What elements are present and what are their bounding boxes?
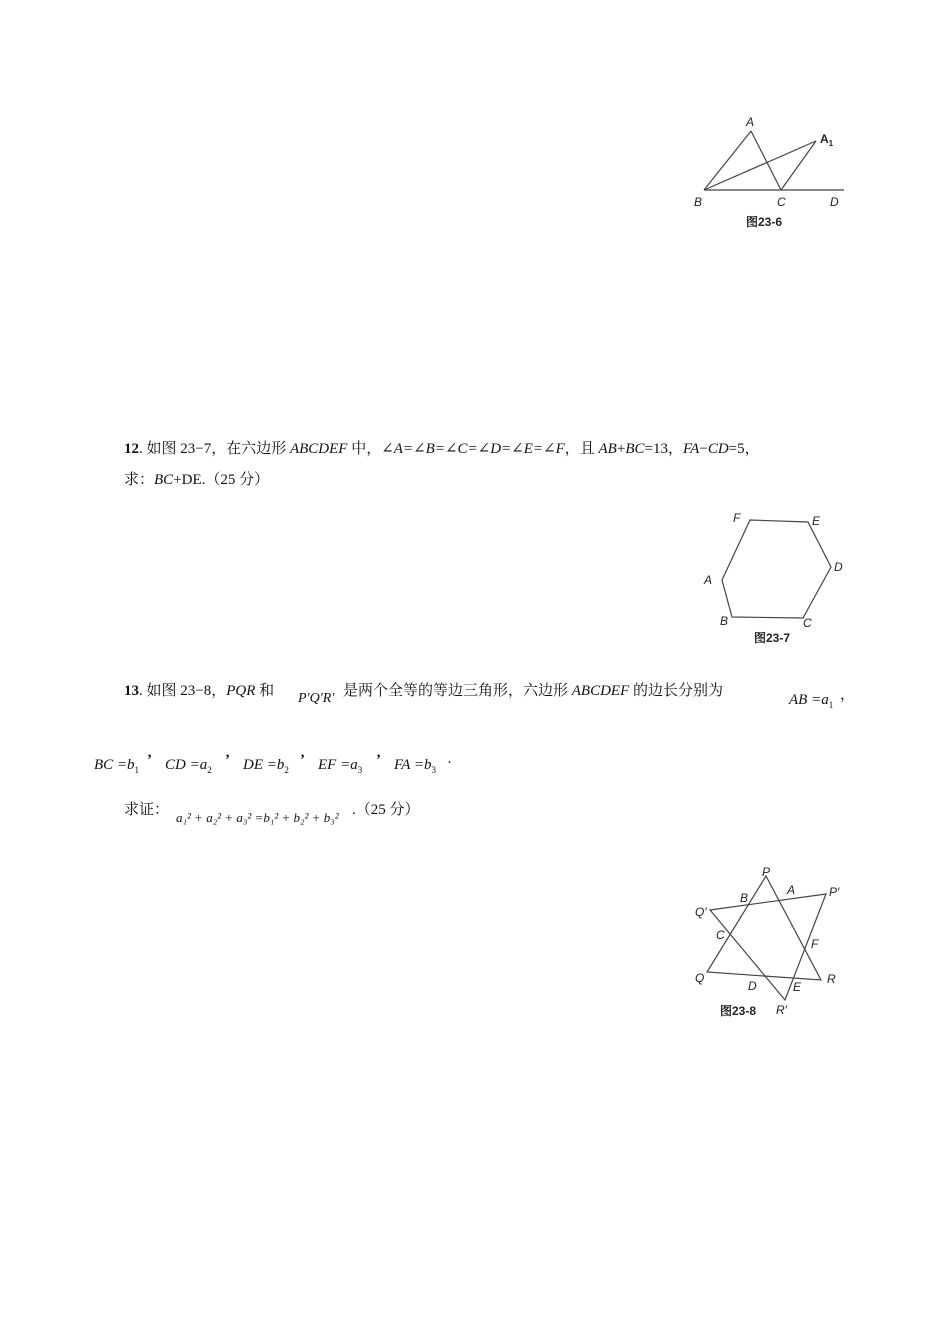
eq-ef: EF $=a_3$ <box>318 757 363 775</box>
label-f: F <box>811 937 819 951</box>
label-b: B <box>740 891 749 905</box>
label-d: D <box>834 560 843 574</box>
figure-caption: 图23-6 <box>746 215 783 229</box>
label-e: E <box>793 980 802 994</box>
score: .（25 分） <box>352 802 420 818</box>
figure-23-7 <box>696 505 856 650</box>
question-number: 12 <box>124 441 139 457</box>
label-c: C <box>716 928 725 942</box>
figure-23-8-diagram <box>690 860 850 1025</box>
figure-23-7-diagram <box>696 505 856 650</box>
question-12-line-1: 12. 如图 23−7，在六边形 ABCDEF 中，∠A=∠B=∠C=∠D=∠E=∠F，且 AB+BC=13，FA−CD=5， <box>124 441 760 457</box>
figure-caption: 图23-7 <box>754 631 791 645</box>
eq-ab: AB $=a_1$ <box>789 692 834 710</box>
eq-cd: CD $=a_2$ <box>165 757 212 775</box>
label-r: R <box>827 972 836 986</box>
separator: ’ <box>300 752 305 768</box>
figure-23-8 <box>690 860 850 1025</box>
eq-fa: FA $=b_3$ <box>394 757 436 775</box>
separator: ’ <box>147 752 152 768</box>
question-number: 13 <box>124 683 139 699</box>
comma: ， <box>840 687 856 703</box>
eq-bc: BC $=b_1$ <box>94 757 140 775</box>
label-f: F <box>733 511 741 525</box>
label-b: B <box>720 614 729 628</box>
label-p-prime: P′ <box>829 885 840 899</box>
label-r-prime: R′ <box>776 1003 787 1017</box>
question-13-line-1-cont: 是两个全等的等边三角形，六边形 ABCDEF 的边长分别为 <box>343 683 724 699</box>
figure-caption: 图23-8 <box>720 1004 757 1018</box>
label-b: B <box>694 195 703 209</box>
label-a1: $A_1$ <box>820 132 834 148</box>
separator: ’ <box>225 752 230 768</box>
label-a: A <box>787 883 796 897</box>
label-p: P <box>762 865 771 879</box>
question-13-line-1: 13. 如图 23−8，PQR 和 <box>124 683 275 699</box>
figure-23-6 <box>690 110 860 235</box>
label-q-prime: Q′ <box>695 905 707 919</box>
hexagon-abcdef <box>722 520 831 618</box>
prove-label: 求证： <box>124 802 170 818</box>
label-a: A <box>746 115 755 129</box>
question-12-line-2: 求：BC+DE.（25 分） <box>124 472 270 488</box>
label-c: C <box>803 616 812 630</box>
triangle-pqr-prime: P′Q′R′ <box>298 691 335 706</box>
label-q: Q <box>695 971 705 985</box>
label-d: D <box>830 195 839 209</box>
label-e: E <box>812 514 821 528</box>
label-c: C <box>777 195 786 209</box>
proof-equation: a₁² + a₂² + a₃² =b₁² + b₂² + b₃² <box>176 810 339 825</box>
label-d: D <box>748 979 757 993</box>
separator: ’ <box>376 752 381 768</box>
segment-ba <box>704 131 751 190</box>
label-a: A <box>704 573 713 587</box>
segment-ac <box>751 131 781 190</box>
triangle-pqr-prime-shape <box>710 894 826 1000</box>
eq-de: DE $=b_2$ <box>243 757 289 775</box>
figure-23-6-diagram <box>690 110 860 235</box>
end-dot: · <box>447 755 452 771</box>
